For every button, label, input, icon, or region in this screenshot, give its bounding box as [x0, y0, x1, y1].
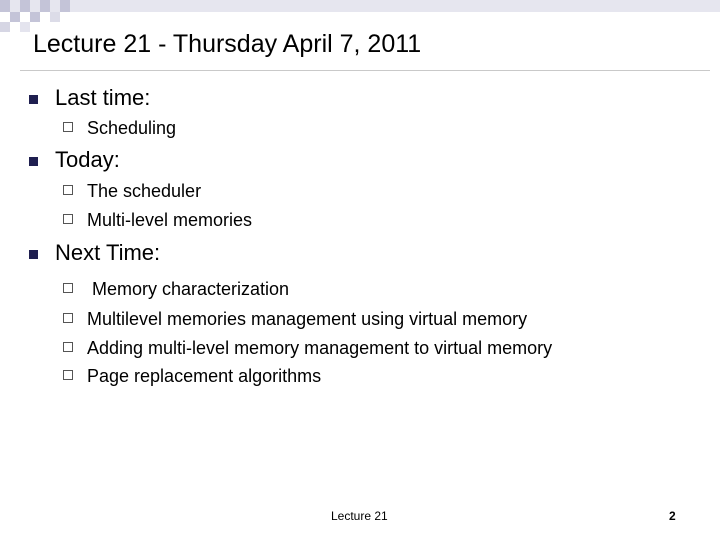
- square-bullet-icon: [29, 157, 38, 166]
- hollow-square-bullet-icon: [63, 370, 73, 380]
- hollow-square-bullet-icon: [63, 214, 73, 224]
- slide-title: Lecture 21 - Thursday April 7, 2011: [33, 30, 422, 58]
- list-item: Scheduling: [87, 118, 177, 138]
- square-bullet-icon: [29, 95, 38, 104]
- footer-label: Lecture 21: [331, 509, 388, 523]
- hollow-square-bullet-icon: [63, 122, 73, 132]
- section-heading-next-time: Next Time:: [55, 240, 161, 265]
- list-item: Multi-level memories: [87, 210, 253, 230]
- list-item: Page replacement algorithms: [87, 366, 322, 386]
- page-number: 2: [669, 509, 676, 523]
- section-heading-last-time: Last time:: [55, 85, 151, 110]
- section-heading-today: Today:: [55, 147, 120, 172]
- list-item: Adding multi-level memory management to virtual memory: [87, 338, 553, 358]
- hollow-square-bullet-icon: [63, 342, 73, 352]
- hollow-square-bullet-icon: [63, 185, 73, 195]
- list-item: The scheduler: [87, 181, 202, 201]
- title-divider: [20, 70, 710, 71]
- list-item: Memory characterization: [87, 279, 290, 299]
- hollow-square-bullet-icon: [63, 313, 73, 323]
- list-item: Multilevel memories management using virtual memory: [87, 309, 528, 329]
- square-bullet-icon: [29, 250, 38, 259]
- hollow-square-bullet-icon: [63, 283, 73, 293]
